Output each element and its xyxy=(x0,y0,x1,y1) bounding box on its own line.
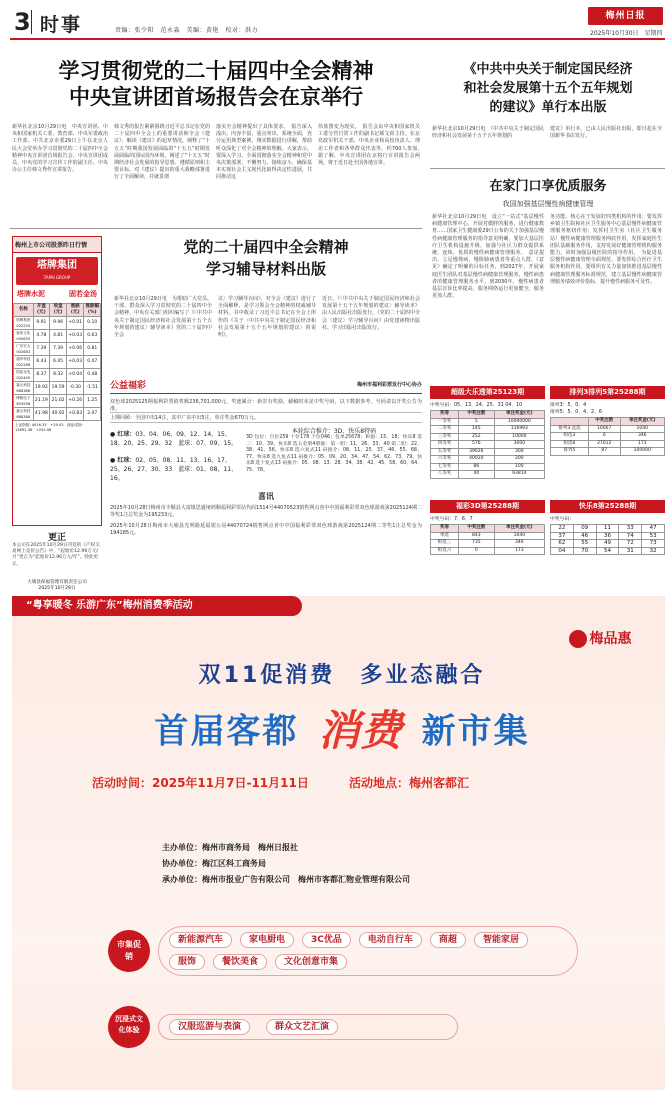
stock-cell: 4.78 xyxy=(33,330,50,343)
pl-cell: 组选6 xyxy=(551,440,589,448)
kl8-cell: 62 xyxy=(551,540,574,548)
dlt-cell: 100 xyxy=(494,463,544,471)
market-items xyxy=(158,926,578,976)
pl-header-row xyxy=(551,418,665,426)
fc3d-draw: 中奖号码：7、6、7 xyxy=(430,517,473,522)
dlt-cell: 252 xyxy=(459,433,495,441)
dlt-row xyxy=(431,441,545,449)
kl8-draw: 中奖号码： xyxy=(550,517,574,522)
dlt-cell: 300 xyxy=(494,448,544,456)
pl-cell: 100000 xyxy=(620,448,665,456)
culture-items xyxy=(158,1014,458,1040)
kl8-cell: 47 xyxy=(642,525,665,533)
stock-cell: 19.92 xyxy=(33,382,50,395)
fc3d-panel xyxy=(430,500,545,592)
company-slogan xyxy=(13,289,101,299)
slogan-2: 多业态融合 xyxy=(360,663,486,688)
stock-cell: 9.91 xyxy=(33,317,50,330)
stock-cell: 41.98 xyxy=(33,408,50,421)
stock-row xyxy=(14,408,101,421)
service-subtitle: 我国加强基层慢性病健康管理 xyxy=(502,200,594,208)
kl8-cell: 72 xyxy=(619,540,642,548)
co-value: 梅江区科工商务局 xyxy=(202,859,266,868)
market-item: 3C优品 xyxy=(302,932,351,948)
ad-slogan xyxy=(152,658,532,689)
stock-row xyxy=(14,330,101,343)
stock-row xyxy=(14,343,101,356)
dlt-cell: 86 xyxy=(459,463,495,471)
stock-cell: 21.19 xyxy=(33,395,50,408)
company-logo-text: 塔牌集团 xyxy=(37,260,77,271)
kl8-cell: 53 xyxy=(642,532,665,540)
dlt-cell: 七等奖 xyxy=(431,463,459,471)
dlt-draw: 中奖号码：05、13、24、25、31 04、10 xyxy=(430,403,523,408)
kl8-cell: 46 xyxy=(573,532,596,540)
fc3d-row xyxy=(431,532,545,540)
stock-cell: 19.59 xyxy=(50,382,67,395)
stock-header-row xyxy=(14,304,101,317)
brand-logo xyxy=(552,626,648,652)
stock-row xyxy=(14,356,101,369)
study-col-1: 新华社北京10月29日电 为帮助广大党员、干部、群众深入学习贯彻党的二十届四中全会精神，中央有关部门组织编写了《〈中共中央关于制定国民经济和社会发展第十五个五年规划的建议〉辅导读本》党的二十届四中全会 xyxy=(114,296,212,339)
market-item: 新能源汽车 xyxy=(169,932,232,948)
dlt-cell: 576 xyxy=(459,441,495,449)
market-tag: 市集促销 xyxy=(108,930,150,972)
dlt-header-row xyxy=(431,411,545,419)
ad-headline xyxy=(52,698,632,755)
fc3d-cell: 735 xyxy=(459,540,495,548)
stock-row xyxy=(14,395,101,408)
dlt-cell: 二等奖 xyxy=(431,426,459,434)
header-rule xyxy=(10,38,665,40)
notice-date: 2025年10月29日 xyxy=(38,586,76,591)
stock-cell: 7.39 xyxy=(50,343,67,356)
pl-header-cell xyxy=(551,418,589,426)
market-item: 商超 xyxy=(430,932,466,948)
pl-cell: 1040 xyxy=(620,425,665,433)
host-value: 梅州市商务局 梅州日报社 xyxy=(202,843,298,852)
company-logo-en: TAPAI GROUP xyxy=(43,275,71,280)
stock-cell: 0.81 xyxy=(84,343,101,356)
stock-cell: +0.03 xyxy=(66,330,83,343)
pl-cell: 173 xyxy=(620,440,665,448)
dlt-row xyxy=(431,471,545,479)
pl-row xyxy=(551,440,665,448)
study-col-2: 议〉学习辅导百问》，对全会《建议》进行了全面解释，是学习领会全会精神的权威辅导材料。书中收录了习近平总书记在全会上所作的《关于〈中共中央关于制定国民经济和社会发展第十五个五年规划的建议〉的说明》。 xyxy=(218,296,316,339)
dlt-cell: 五等奖 xyxy=(431,448,459,456)
stock-cell: 8.32 xyxy=(50,369,67,382)
dlt-row xyxy=(431,433,545,441)
org-label: 承办单位： xyxy=(162,875,202,884)
pl-header-cell: 中奖注数 xyxy=(588,418,620,426)
lottery-notice-2: 上期回顾：全国中出14注，其中广东中出5注，单注奖金670万元。 xyxy=(110,415,422,423)
time-label: 活动时间： xyxy=(92,776,153,790)
stock-cell: 4.81 xyxy=(50,330,67,343)
draw1-label: ● 红球： xyxy=(110,431,136,438)
pl-cell: 排列3 直选 xyxy=(551,425,589,433)
pl-row xyxy=(551,433,665,441)
dlt-table xyxy=(430,410,545,479)
stock-cell: 8.37 xyxy=(33,369,50,382)
service-col-2: 务功能，核心在于发展好四类机构的作用；要发挥乡镇卫生院和社区卫生服务中心基层慢性病健康管理服务枢纽作用；发挥村卫生室（社区卫生服务站）慢性病健康管理服务网底作用，发挥家庭医生团队基础服务作用，支持发展好健康管理机构服务能力，同时加强县级医院的指导作用。 为促进基层慢性病健康管理全面规范，要发挥综合医疗卫生服务机构作用，要组织有关力量加快推进基层慢性病健康管理服务标准规范，建立基层慢性病健康管理服务绩效评价指标，提升慢性病服务可及性。 xyxy=(550,214,662,285)
stock-cell: -0.30 xyxy=(66,382,83,395)
stock-cell: 40.92 xyxy=(50,408,67,421)
book-headline-line1: 《中共中央关于制定国民经济 xyxy=(463,62,633,77)
stock-cell: 塔牌集团 002233 xyxy=(14,317,34,330)
stock-table xyxy=(13,303,101,421)
divider xyxy=(430,168,665,169)
fc3d-cell: 1040 xyxy=(494,532,544,540)
kl8-row xyxy=(551,547,665,555)
stock-cell: 21.02 xyxy=(50,395,67,408)
fc3d-title: 福彩3D第25288期 xyxy=(430,500,545,513)
pl-title: 排列3排列5第25288期 xyxy=(550,386,665,399)
notice-title: 更正 xyxy=(47,533,66,543)
headline-left: 首届客都 xyxy=(154,711,299,752)
dlt-header-cell: 奖等 xyxy=(431,411,459,419)
place-label: 活动地点： xyxy=(349,776,410,790)
ad-time-place xyxy=(92,774,592,791)
co-label: 协办单位： xyxy=(162,859,202,868)
dlt-cell: 八等奖 xyxy=(431,471,459,479)
service-col-1: 新华社北京10月29日电 设立“一站式”基层慢性病健康管理中心，开展对微胖的服务，进行健康教育……国家卫生健康委29日公布的关于加强基层慢性病健康管理服务的指导意见明确，要加大基层医疗卫生机构设施升级，加强与社区力群众提供系统、连续、优质的慢性病健康管理服务。 意见提出，立足慢规病，慢阻肺病患者等重点人群，《意见》确定了明确的目标任务，到2027年，开展家庭医生团队对基层慢性病健康管理服务，慢性病患者的健康管理服务水平，到2030年，慢性病患者基层首诊比率提高，服务网络运行更加健全，服务更加人群。 xyxy=(432,214,544,300)
market-item: 服饰 xyxy=(169,954,205,970)
correction-notice xyxy=(12,530,102,592)
lottery-section xyxy=(110,378,422,592)
dlt-header-cell: 单注奖金(元) xyxy=(494,411,544,419)
dlt-cell: 40020 xyxy=(459,456,495,464)
pl-cell: 排列5 xyxy=(551,448,589,456)
issue-date: 2025年10月30日 星期四 xyxy=(590,30,663,37)
stock-header-cell: 涨跌幅(%) xyxy=(85,304,99,315)
lead-col-4: 伟蓝图变为现实。 报告会由中央和国家机关工委分管日常工作的副书记郝文荷主持。在京党政军机关干部、中央企业和高校负责人、理论工作者和各界群众代表等，约700人参加。 据了解，中央宣讲团在京将行宣讲报告会两场，将于近日赴全国各地宣讲。 xyxy=(318,124,426,167)
pl-cell: 组选3 xyxy=(551,433,589,441)
dlt-cell: 10000 xyxy=(494,433,544,441)
kl8-cell: 32 xyxy=(642,547,665,555)
draw2-numbers: 02、05、08、11、13、16、17、25、26、27、30、33 蓝球：01、08、11、16。 xyxy=(110,457,238,482)
stock-cell: 客家文化 000639 xyxy=(14,330,34,343)
fc3d-table xyxy=(430,524,545,555)
stock-cell: 国星光电 002449 xyxy=(14,369,34,382)
dlt-title: 超级大乐透第25123期 xyxy=(430,386,545,399)
lead-headline-line2: 中央宣讲团首场报告会在京举行 xyxy=(69,84,363,109)
stock-cell: 0.63 xyxy=(84,330,101,343)
pl-header-cell: 单注奖金(元) xyxy=(620,418,665,426)
lottery-sales: 本轮综合推介：3D、快乐8特码 xyxy=(291,428,377,435)
dlt-cell: 10000000 xyxy=(494,418,544,426)
dlt-cell: 四等奖 xyxy=(431,441,459,449)
pl-cell: 0 xyxy=(588,433,620,441)
slogan-left: 塔牌水泥 xyxy=(17,290,45,298)
stock-header-cell: 名称 xyxy=(14,304,34,317)
stock-cell: 6.43 xyxy=(33,356,50,369)
stock-panel xyxy=(12,236,102,526)
lead-col-2: 韩文秀的报告紧紧围绕习近平总书记在党的二十届四中全会上的重要讲话和全会《建议》，解读《建议》的起草情况，阐释了“十五五”时期我国发展面临的“十五五”时期发展面临的国际国内环境，阐述了“十五五”时期经济社会发展的指导思想、遵循原则和主要目标，对《建议》提出的重大战略部署进行了全面解读，并就贯彻 xyxy=(114,124,210,181)
culture-item: 汉服巡游与表演 xyxy=(169,1019,250,1035)
lottery-draws xyxy=(110,426,242,488)
kl8-panel xyxy=(550,500,665,592)
headline-mid: 消费 xyxy=(317,706,402,755)
place-value: 梅州客都汇 xyxy=(409,776,470,790)
time-value: 2025年11月7日-11月11日 xyxy=(152,776,309,790)
kl8-row xyxy=(551,540,665,548)
study-headline xyxy=(110,236,422,280)
stock-cell: +0.06 xyxy=(66,343,83,356)
kl8-cell: 33 xyxy=(619,525,642,533)
kl8-cell: 55 xyxy=(573,540,596,548)
book-headline-line3: 的建议》单行本出版 xyxy=(489,100,607,115)
pl-row xyxy=(551,425,665,433)
divider xyxy=(31,10,32,34)
kl8-row xyxy=(551,532,665,540)
stock-row xyxy=(14,369,101,382)
stock-cell: 0.48 xyxy=(84,369,101,382)
book-col-1: 新华社北京10月29日电 《中共中央关于制定国民经济和社会发展第十五个五年规划的 xyxy=(432,126,544,140)
lead-headline-line1: 学习贯彻党的二十届四中全会精神 xyxy=(58,58,374,83)
pl-table xyxy=(550,417,665,456)
host-label: 主办单位： xyxy=(162,843,202,852)
kl8-cell: 70 xyxy=(573,547,596,555)
stock-header-cell: 涨跌(元) xyxy=(66,304,83,317)
stock-cell: +0.01 xyxy=(66,317,83,330)
dlt-cell: 116993 xyxy=(494,426,544,434)
kl8-cell: 09 xyxy=(573,525,596,533)
fc3d-cell: 组选三 xyxy=(431,540,459,548)
book-col-2: 建议》单行本，已由人民出版社出版，即日起在全国新华书店发行。 xyxy=(550,126,662,140)
dlt-row xyxy=(431,456,545,464)
company-logo xyxy=(16,257,98,285)
dlt-cell: 39626 xyxy=(459,448,495,456)
study-headline-line1: 党的二十届四中全会精神 xyxy=(183,238,349,256)
stock-header-cell: 收盘(元) xyxy=(50,304,67,317)
dlt-cell: 3000 xyxy=(494,441,544,449)
pl3-draw: 排列3：5、0、4 xyxy=(550,403,587,408)
dlt-cell: 六等奖 xyxy=(431,456,459,464)
brand-name: 梅品惠 xyxy=(589,631,632,647)
slogan-right: 固若金汤 xyxy=(69,290,97,298)
pl-row xyxy=(551,448,665,456)
stock-cell: 超华科技 002288 xyxy=(14,356,34,369)
draw1-numbers: 03、04、06、09、12、14、15、18、20、25、29、32 蓝球：07、09、15。 xyxy=(110,431,238,447)
study-col-3: 近日，《〈中共中央关于制定国民经济和社会发展第十五个五年规划的建议〉辅导读本》由人民出版社出版发行，《党的二十届四中全会〈建议〉学习辅导百问》由党建读物出版社、学习出版社出版发行。 xyxy=(322,296,420,331)
dlt-row xyxy=(431,426,545,434)
fc3d-header-cell: 单注奖金(元) xyxy=(494,525,544,533)
headline-right: 新市集 xyxy=(421,711,530,752)
section-name: 时事 xyxy=(40,14,83,36)
slogan-1: 双11促消费 xyxy=(198,663,336,688)
stock-cell: 广东宏大 002683 xyxy=(14,343,34,356)
book-headline-line2: 和社会发展第十五个五年规划 xyxy=(463,81,633,96)
dlt-row xyxy=(431,463,545,471)
dlt-cell: 一等奖 xyxy=(431,418,459,426)
draw2-label: ● 红球： xyxy=(110,457,136,464)
fc3d-row xyxy=(431,547,545,555)
kl8-cell: 22 xyxy=(551,525,574,533)
culture-item: 群众文艺汇演 xyxy=(266,1019,338,1035)
market-item: 电动自行车 xyxy=(359,932,422,948)
plum-icon xyxy=(569,630,587,648)
fc3d-cell: 组选六 xyxy=(431,547,459,555)
pl5-draw: 排列5：5、0、4、2、6 xyxy=(550,410,602,415)
dlt-cell: 5 xyxy=(459,418,495,426)
editors-line: 责编：张少阳 范永淼 美编：黄艳 校对：洪力 xyxy=(115,27,259,34)
dlt-row xyxy=(431,448,545,456)
notice-body: 本公司在2025年10月29日刊登的《产权交易网上竞价公告》中，“起始价12.96万元/月”更正为“起始价12.96万元/年”。特此更正。 xyxy=(12,543,100,567)
pl-cell: 87 xyxy=(588,448,620,456)
fc3d-header-cell: 奖等 xyxy=(431,525,459,533)
lottery-source: 梅州市福利彩票发行中心协办 xyxy=(356,382,422,388)
page-header xyxy=(0,0,672,40)
lottery-detail: 3D 包位：百位259 十位178 个位046；包单25678；和值：15、18；快乐8 选三：10、39。快乐8 选五金胆4胆拖：第一胆：11、26、33、40 第二胆：22、38、41、56。快乐8 选六复式11 码推介：08、11、25、37、46、55、68、77。快乐8 选九复式11 码推介：05、09、20、34、47、54、62、73、79。快乐8 选十复式13 码推介：05、08、13、28、34、38、42、45、58、60、64、75、78。 xyxy=(246,435,422,473)
xixun-title: 喜讯 xyxy=(258,492,274,501)
kl8-cell: 04 xyxy=(551,547,574,555)
study-headline-line2: 学习辅导材料出版 xyxy=(205,260,326,278)
kl8-row xyxy=(551,525,665,533)
lead-headline xyxy=(12,58,420,110)
market-item: 文化创意市集 xyxy=(275,954,347,970)
kl8-cell: 54 xyxy=(596,547,619,555)
dlt-cell: 200 xyxy=(494,456,544,464)
stock-cell: +0.26 xyxy=(66,395,83,408)
notice-signature: 大埔县保福管理有限责任公司 xyxy=(27,580,87,585)
fc3d-cell: 173 xyxy=(494,547,544,555)
stock-cell: 嘉元科技 688388 xyxy=(14,382,34,395)
dlt-cell: 三等奖 xyxy=(431,433,459,441)
stock-cell: 0.10 xyxy=(84,317,101,330)
fc3d-cell: 0 xyxy=(459,547,495,555)
kl8-table xyxy=(550,524,665,555)
lead-col-3: 落实全会精神提出了具体要求。 报告深入浅出、内容丰富、重点突出、系统全面，充分运用典型案例、翔实数据进行讲解，帮助听众深化了对全会精神的理解。大家表示，要深入学习、全面贯彻落实全会精神和党中央决策部署，不懈努力、接续奋斗，确保基本实现社会主义现代化取得决定性进展，共同推动这 xyxy=(216,124,312,181)
stock-cell: 嘉元科技 688388 xyxy=(14,408,34,421)
market-item: 家电厨电 xyxy=(240,932,294,948)
lottery-notice-1: 双色球2025125期福利彩票销售额236,701,000元，奖池累计：新岁有奖励，截稿时未见中奖号码，以下数据参考，号码请以开奖公告为准。 xyxy=(110,399,422,413)
index-footer: 上证指数: 4016.33 +29.43 深证成指: 13691.38 +254.06 xyxy=(15,423,83,432)
org-value: 梅州市报业广告有限公司 梅州市客都汇物业管理有限公司 xyxy=(202,875,410,884)
kl8-cell: 36 xyxy=(596,532,619,540)
stock-cell: +0.04 xyxy=(66,369,83,382)
dlt-panel xyxy=(430,386,545,496)
stock-cell: -1.51 xyxy=(84,382,101,395)
service-headline: 在家门口享优质服务 xyxy=(489,179,607,194)
pl-panel xyxy=(550,386,665,496)
pl-cell: 346 xyxy=(620,433,665,441)
stock-cell: 7.39 xyxy=(33,343,50,356)
stock-row xyxy=(14,317,101,330)
fc3d-row xyxy=(431,540,545,548)
dlt-cell: 93814 xyxy=(494,471,544,479)
stock-cell: 6.45 xyxy=(50,356,67,369)
kl8-cell: 49 xyxy=(596,540,619,548)
dlt-cell: 40 xyxy=(459,471,495,479)
kl8-cell: 73 xyxy=(642,540,665,548)
kl8-cell: 11 xyxy=(596,525,619,533)
book-headline xyxy=(432,60,664,117)
lead-col-1: 新华社北京10月29日电 中央宣讲团、中央和国家机关工委、教育部、中央军委政治工作部、中共北京市委29日上午在北京人民大会堂举办学习贯彻党的二十届四中全会精神中央宣讲团首场报告会。中央宣讲团成员、中央党的学习宣传工作的副主任、中央办公主任韩文秀作宣讲报告。 xyxy=(12,124,108,174)
stock-cell: +0.03 xyxy=(66,356,83,369)
stock-cell: 博敏电子 603936 xyxy=(14,395,34,408)
stock-row xyxy=(14,382,101,395)
stock-header-cell: 开盘(元) xyxy=(33,304,50,317)
newspaper-logo: 梅州日报 xyxy=(588,7,663,25)
stock-cell: 0.47 xyxy=(84,356,101,369)
stock-cell: 1.25 xyxy=(84,395,101,408)
stock-cell: 9.96 xyxy=(50,317,67,330)
culture-tag: 沉浸式文化体验 xyxy=(108,1006,150,1048)
stock-panel-title: 梅州上市公司股票昨日行情 xyxy=(13,237,101,253)
pl-cell: 27012 xyxy=(588,440,620,448)
pl-cell: 10067 xyxy=(588,425,620,433)
section-number: 3 xyxy=(14,8,31,36)
fc3d-cell: 346 xyxy=(494,540,544,548)
dlt-row xyxy=(431,418,545,426)
fc3d-header-cell: 中奖注数 xyxy=(459,525,495,533)
lottery-header: 公益福彩 xyxy=(110,381,147,391)
stock-cell: 2.07 xyxy=(84,408,101,421)
kl8-title: 快乐8第25288期 xyxy=(550,500,665,513)
kl8-cell: 31 xyxy=(619,547,642,555)
fc3d-cell: 843 xyxy=(459,532,495,540)
ad-organizers xyxy=(162,840,642,888)
fc3d-header-row xyxy=(431,525,545,533)
ad-ribbon: “粤享暖冬 乐游广东”梅州消费季活动 xyxy=(12,596,302,616)
market-item: 餐饮美食 xyxy=(213,954,267,970)
kl8-cell: 74 xyxy=(619,532,642,540)
divider xyxy=(10,228,422,229)
consumption-ad xyxy=(12,596,665,1090)
dlt-cell: 145 xyxy=(459,426,495,434)
xixun-2: 2025年10月28日梅州市大埔县光明路延福银公局44070724销售网点喜中中国福利彩票双色球游戏第2025124期二等奖1注总奖金为194185元。 xyxy=(110,523,422,537)
stock-cell: +0.83 xyxy=(66,408,83,421)
market-item: 智能家居 xyxy=(474,932,528,948)
kl8-cell: 37 xyxy=(551,532,574,540)
xixun-1: 2025年10月28日梅州市丰顺县大富镇思盛垭鸿顺福利彩票站代码1514号44070523销售网点喜中中国福利彩票双色球游戏第2025124期二等奖1注总奖金为195233元。 xyxy=(110,505,422,519)
dlt-header-cell: 中奖注数 xyxy=(459,411,495,419)
fc3d-cell: 单选 xyxy=(431,532,459,540)
